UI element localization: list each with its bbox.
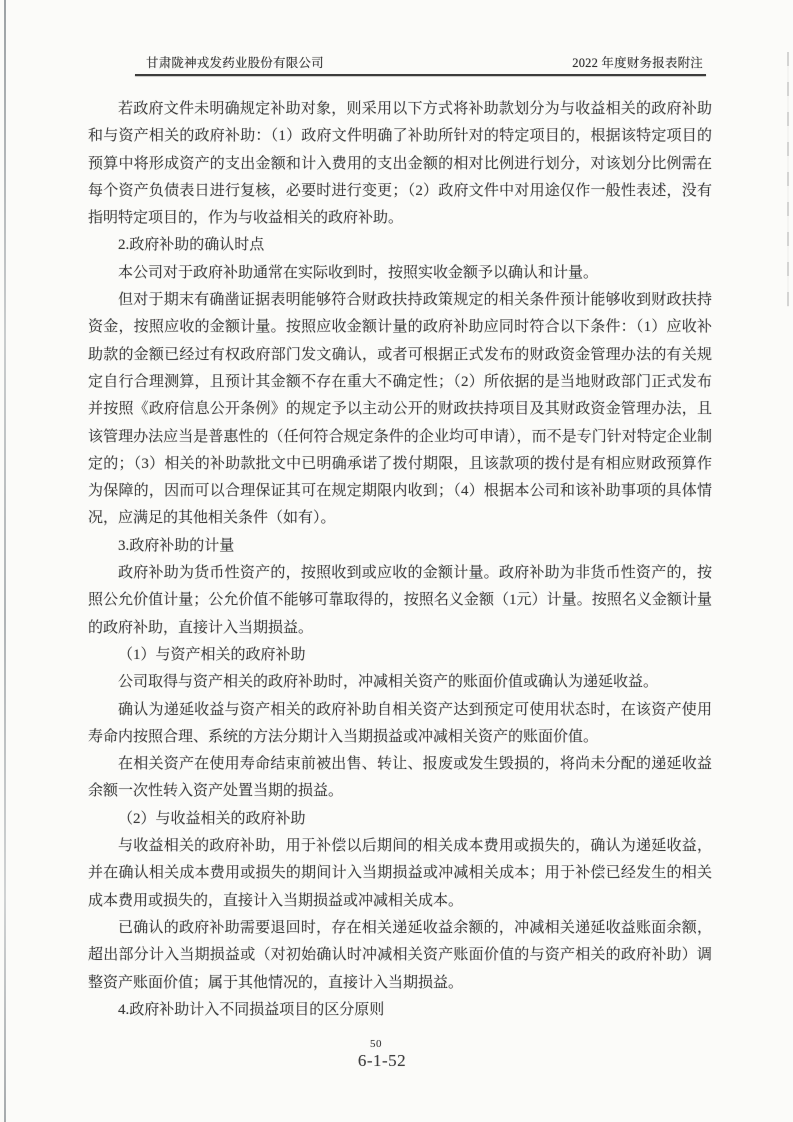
header-report-title: 2022 年度财务报表附注 (572, 56, 703, 70)
scan-edge-artifact-left (4, 0, 6, 1122)
paragraph-measurement-basis: 政府补助为货币性资产的，按照收到或应收的金额计量。政府补助为非货币性资产的，按照公允价值计量；公允价值不能够可靠取得的，按照名义金额（1元）计量。按照名义金额计量的政府补助，直接计入当期损益。 (88, 565, 712, 636)
heading-income-related-subsidy: （2）与收益相关的政府补助 (118, 810, 306, 827)
paragraph-income-related-treatment: 与收益相关的政府补助，用于补偿以后期间的相关成本费用或损失的，确认为递延收益，并在确认相关成本费用或损失的期间计入当期损益或冲减相关成本；用于补偿已经发生的相关成本费用或损失的，直接计入当期损益或冲减相关成本。 (88, 838, 712, 909)
document-body (88, 96, 712, 1024)
paragraph-asset-disposal: 在相关资产在使用寿命结束前被出售、转让、报废或发生毁损的，将尚未分配的递延收益余额一次性转入资产处置当期的损益。 (88, 756, 712, 800)
paragraph-asset-related-initial: 公司取得与资产相关的政府补助时，冲减相关资产的账面价值或确认为递延收益。 (118, 674, 659, 691)
paragraph-recognition-general: 本公司对于政府补助通常在实际收到时，按照实收金额予以确认和计量。 (118, 264, 599, 281)
document-page-number: 6-1-52 (357, 1051, 407, 1070)
heading-2-recognition-timing: 2.政府补助的确认时点 (118, 237, 265, 254)
heading-asset-related-subsidy: （1）与资产相关的政府补助 (118, 646, 306, 663)
heading-3-measurement: 3.政府补助的计量 (118, 537, 235, 554)
page-footer (322, 1038, 442, 1071)
scan-edge-artifact-right (787, 52, 789, 307)
paragraph-subsidy-classification: 若政府文件未明确规定补助对象，则采用以下方式将补助款划分为与收益相关的政府补助和与资产相关的政府补助：（1）政府文件明确了补助所针对的特定项目的，根据该特定项目的预算中将形成资产的支出金额和计入费用的支出金额的相对比例进行划分，对该划分比例需在每个资产负债表日进行复核，必要时进行变更；（2）政府文件中对用途仅作一般性表述，没有指明特定项目的，作为与收益相关的政府补助。 (88, 101, 712, 227)
paragraph-receivable-conditions: 但对于期末有确凿证据表明能够符合财政扶持政策规定的相关条件预计能够收到财政扶持资金，按照应收的金额计量。按照应收金额计量的政府补助应同时符合以下条件：（1）应收补助款的金额已经过有权政府部门发文确认，或者可根据正式发布的财政资金管理办法的有关规定自行合理测算，且预计其金额不存在重大不确定性；（2）所依据的是当地财政部门正式发布并按照《政府信息公开条例》的规定予以主动公开的财政扶持项目及其财政资金管理办法，且该管理办法应当是普惠性的（任何符合规定条件的企业均可申请），而不是专门针对特定企业制定的；（3）相关的补助款批文中已明确承诺了拨付期限，且该款项的拨付是有相应财政预算作为保障的，因而可以合理保证其可在规定期限内收到；（4）根据本公司和该补助事项的具体情况，应满足的其他相关条件（如有）。 (88, 292, 712, 527)
paragraph-deferred-income-amortization: 确认为递延收益与资产相关的政府补助自相关资产达到预定可使用状态时，在该资产使用寿命内按照合理、系统的方法分期计入当期损益或冲减相关资产的账面价值。 (88, 701, 712, 745)
header-rule (135, 74, 706, 76)
page-number: 50 (370, 1038, 382, 1050)
paragraph-subsidy-refund: 已确认的政府补助需要退回时，存在相关递延收益余额的，冲减相关递延收益账面余额，超出部分计入当期损益或（对初始确认时冲减相关资产账面价值的与资产相关的政府补助）调整资产账面价值；属于其他情况的，直接计入当期损益。 (88, 919, 712, 991)
header-company-name: 甘肃陇神戎发药业股份有限公司 (146, 56, 324, 70)
heading-4-profit-loss-classification: 4.政府补助计入不同损益项目的区分原则 (118, 1001, 385, 1018)
